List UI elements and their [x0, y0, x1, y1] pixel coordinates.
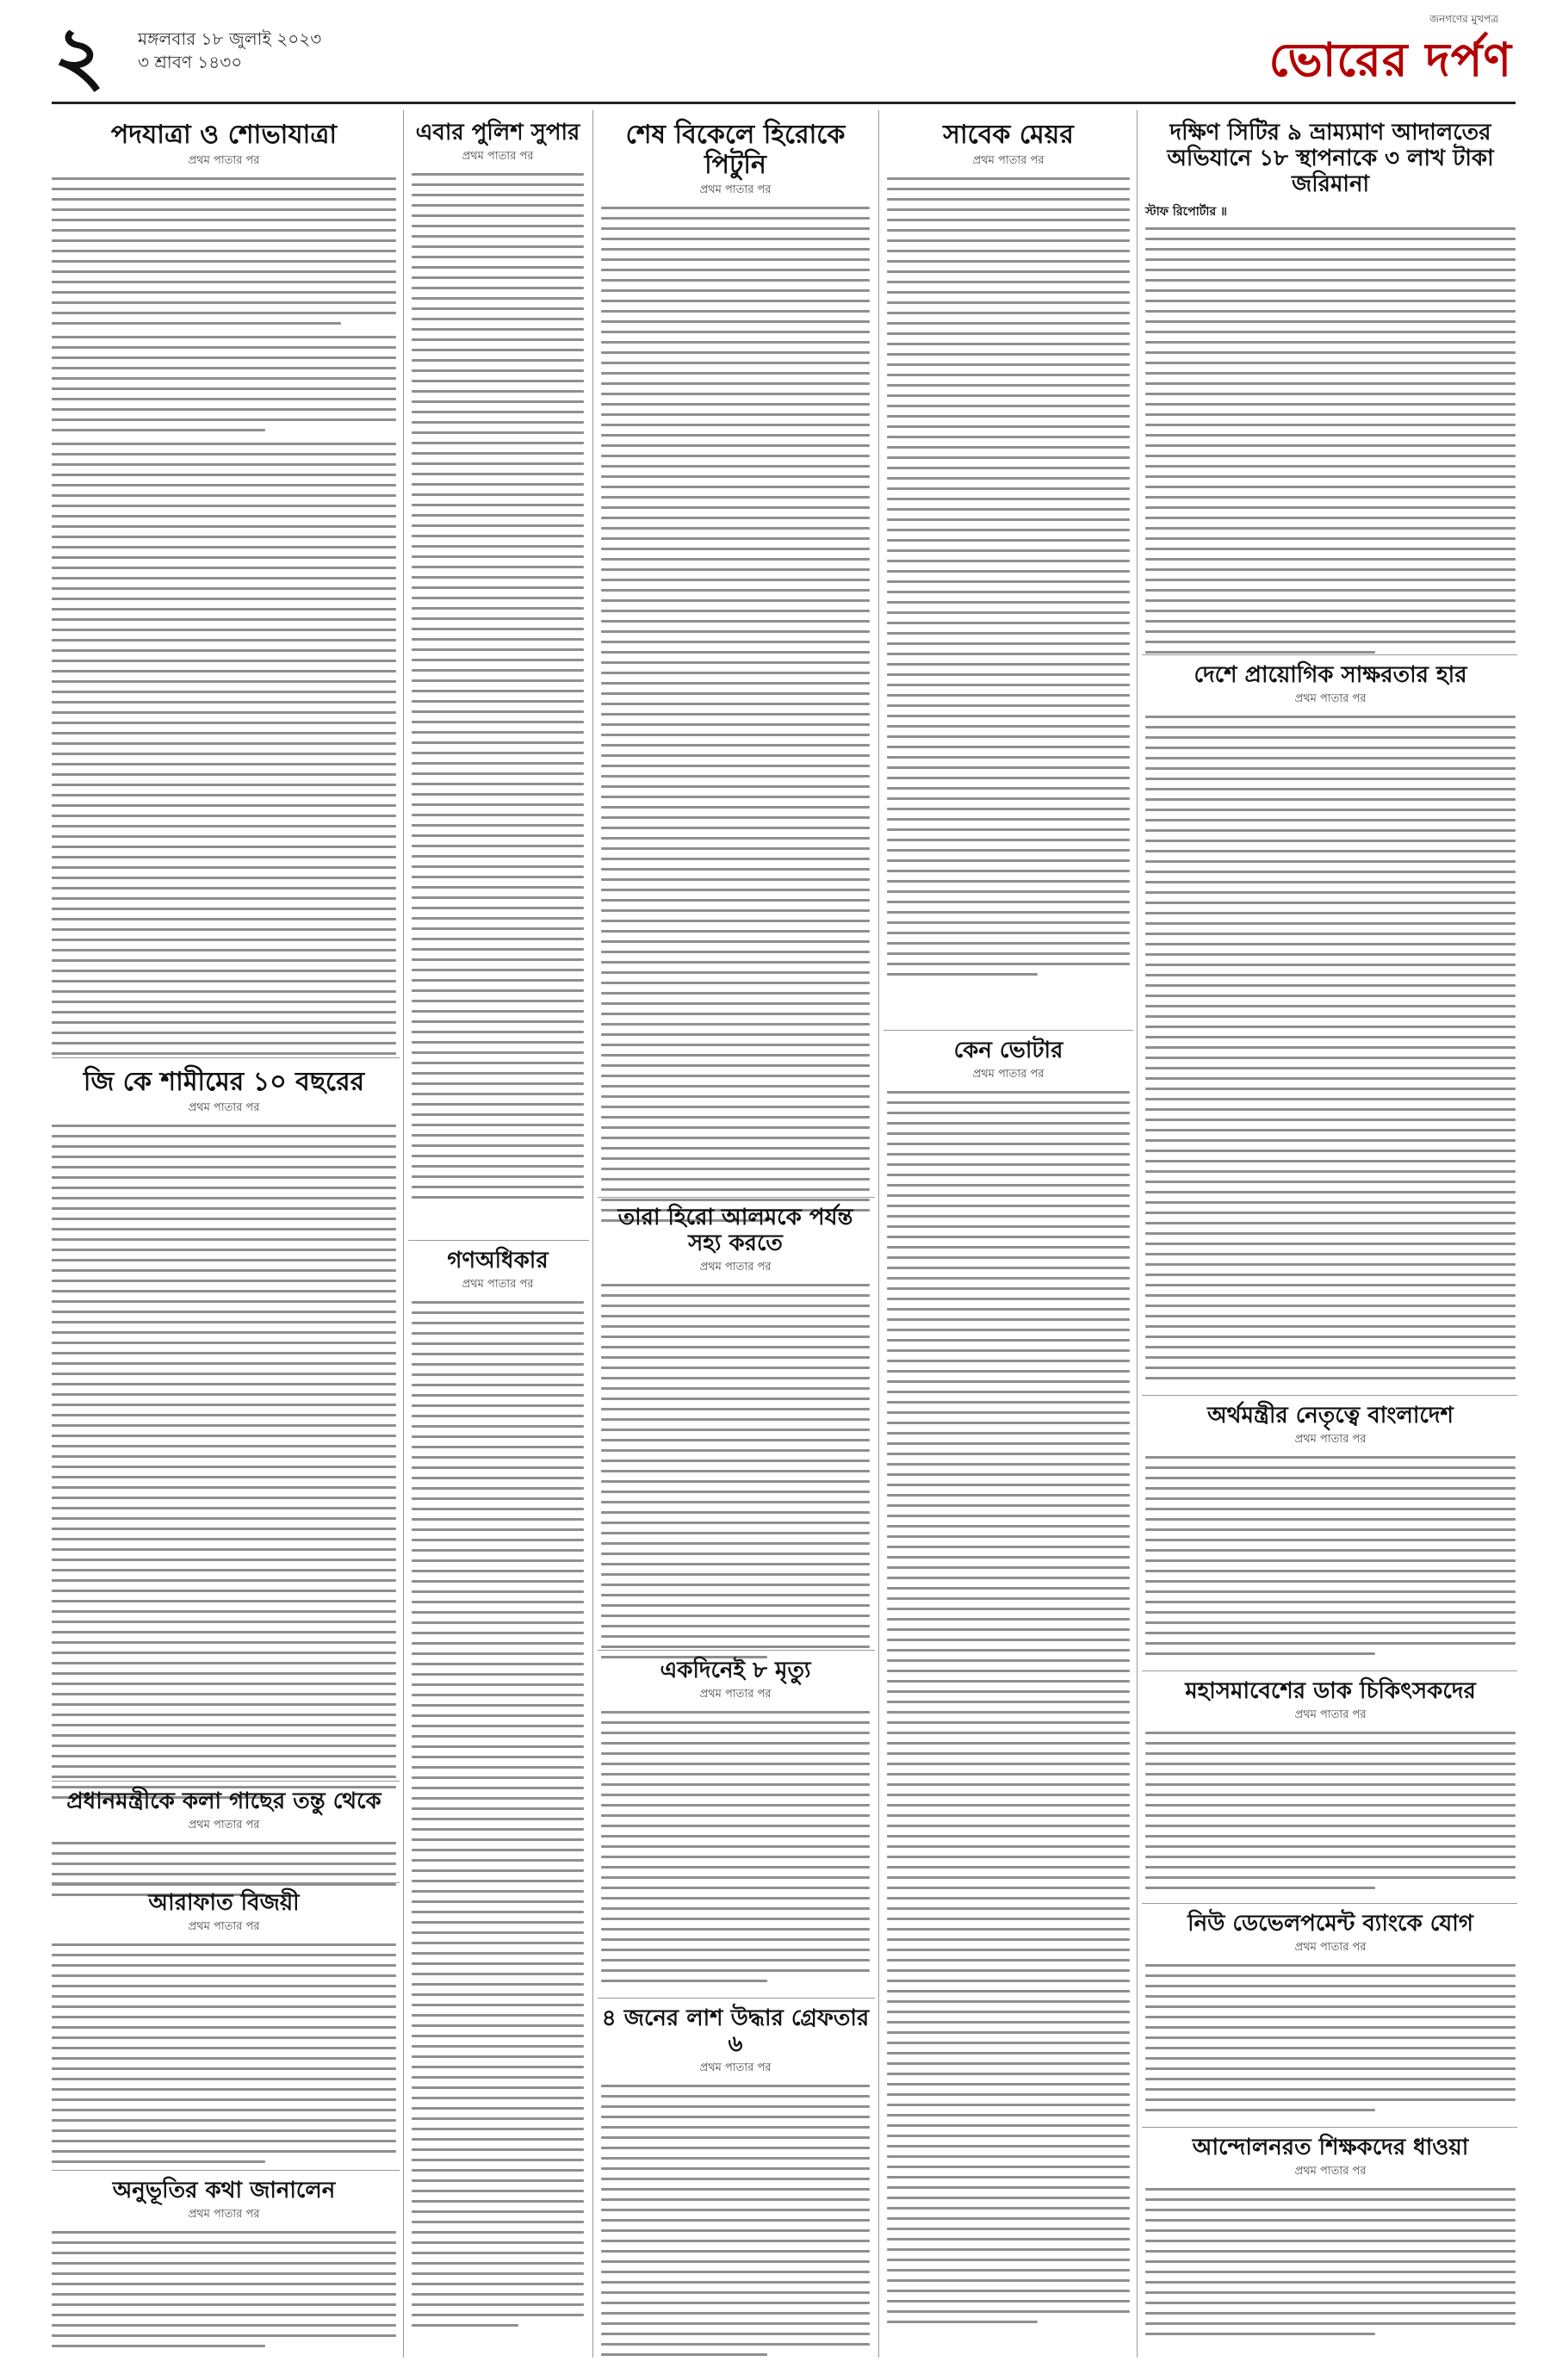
article-body: [1145, 1732, 1516, 1904]
article-hero-alam[interactable]: [601, 121, 870, 1240]
column-divider: [403, 110, 404, 2358]
jump-label: প্রথম পাতার পর: [462, 1277, 534, 1291]
headline[interactable]: মহাসমাবেশের ডাক চিকিৎসকদের: [1185, 1678, 1476, 1704]
section-rule: [1142, 2127, 1517, 2128]
section-rule: [1142, 654, 1517, 655]
masthead-rule: [52, 102, 1516, 104]
jump-label: প্রথম পাতার পর: [1294, 1708, 1367, 1721]
article-body: [52, 177, 396, 1099]
headline[interactable]: জি কে শামীমের ১০ বছরের: [83, 1067, 365, 1097]
jump-label: প্রথম পাতার পর: [1294, 691, 1367, 705]
jump-label: প্রথম পাতার পর: [1294, 1432, 1367, 1446]
article-body: [887, 1091, 1130, 2348]
section-rule: [884, 1030, 1133, 1031]
column-divider: [878, 110, 879, 2358]
article-gk-shamim[interactable]: [52, 1068, 396, 1805]
headline[interactable]: অনুভূতির কথা জানালেন: [112, 2178, 336, 2203]
byline: স্টাফ রিপোর্টার ॥: [1145, 204, 1227, 219]
article-teachers[interactable]: [1145, 2135, 1516, 2352]
article-padayatra[interactable]: [52, 121, 396, 1099]
section-rule: [598, 1998, 875, 1999]
section-rule: [408, 1240, 589, 1241]
article-finance-minister[interactable]: [1145, 1404, 1516, 1671]
jump-label: প্রথম পাতার পর: [1294, 1940, 1367, 1954]
headline[interactable]: আরাফাত বিজয়ী: [148, 1890, 300, 1916]
section-rule: [1142, 1903, 1517, 1904]
section-rule: [52, 1781, 400, 1782]
article-mobile-court[interactable]: [1145, 121, 1516, 675]
article-body: [601, 2085, 870, 2377]
article-eight-dead[interactable]: [601, 1658, 870, 2004]
headline[interactable]: তারা হিরো আলমকে পর্যন্ত সহ্য করতে: [617, 1205, 853, 1256]
headline[interactable]: আন্দোলনরত শিক্ষকদের ধাওয়া: [1192, 2135, 1469, 2160]
section-rule: [598, 1650, 875, 1651]
headline[interactable]: একদিনেই ৮ মৃত্যু: [660, 1658, 811, 1683]
jump-label: প্রথম পাতার পর: [188, 1818, 260, 1831]
jump-label: প্রথম পাতার পর: [188, 153, 260, 167]
article-feelings[interactable]: [52, 2179, 396, 2360]
headline[interactable]: অর্থমন্ত্রীর নেতৃত্বে বাংলাদেশ: [1207, 1403, 1454, 1429]
jump-label: প্রথম পাতার পর: [462, 149, 534, 163]
section-rule: [1142, 1395, 1517, 1396]
paper-logo: ভোরের দর্পণ: [1268, 33, 1512, 87]
column-divider: [1137, 110, 1138, 2358]
article-body: [1145, 1456, 1516, 1671]
headline[interactable]: পদযাত্রা ও শোভাযাত্রা: [110, 120, 338, 150]
headline[interactable]: গণঅধিকার: [447, 1248, 549, 1274]
headline[interactable]: দক্ষিণ সিটির ৯ ভ্রাম্যমাণ আদালতের অভিযানে ১৮ স্থাপনাকে ৩ লাখ টাকা জরিমানা: [1167, 120, 1494, 197]
headline[interactable]: এবার পুলিশ সুপার: [415, 120, 580, 146]
article-body: [52, 2231, 396, 2360]
headline[interactable]: শেষ বিকেলে হিরোকে পিটুনি: [625, 120, 846, 180]
article-body: [1145, 716, 1516, 1387]
article-body: [601, 1284, 870, 1680]
headline[interactable]: দেশে প্রায়োগিক সাক্ষরতার হার: [1194, 662, 1467, 688]
section-rule: [1142, 1670, 1517, 1671]
section-rule: [52, 2170, 400, 2171]
headline[interactable]: সাবেক মেয়র: [943, 120, 1074, 150]
article-body: [1145, 227, 1516, 675]
article-bodies[interactable]: [601, 2006, 870, 2377]
headline[interactable]: কেন ভোটার: [953, 1038, 1063, 1063]
jump-label: প্রথম পাতার পর: [972, 1067, 1045, 1081]
headline[interactable]: প্রধানমন্ত্রীকে কলা গাছের তন্তু থেকে: [66, 1788, 381, 1814]
article-literacy[interactable]: [1145, 663, 1516, 1387]
jump-label: প্রথম পাতার পর: [188, 1100, 260, 1114]
section-rule: [52, 1882, 400, 1883]
article-arafat[interactable]: [52, 1891, 396, 2176]
issue-date: [138, 28, 321, 74]
article-body: [1145, 2188, 1516, 2352]
jump-label: প্রথম পাতার পর: [699, 2061, 772, 2074]
article-police-super[interactable]: [412, 121, 584, 1267]
weekday-date: মঙ্গলবার ১৮ জুলাই ২০২৩: [138, 28, 322, 49]
article-body: [412, 1301, 584, 2352]
jump-label: প্রথম পাতার পর: [699, 1687, 772, 1701]
bangla-date: ৩ শ্রাবণ ১৪৩০: [138, 52, 243, 72]
jump-label: প্রথম পাতার পর: [188, 2207, 260, 2221]
article-body: [887, 177, 1130, 1038]
article-doctors[interactable]: [1145, 1679, 1516, 1904]
jump-label: প্রথম পাতার পর: [699, 1260, 772, 1274]
article-body: [601, 1711, 870, 2004]
headline[interactable]: ৪ জনের লাশ উদ্ধার গ্রেফতার ৬: [601, 2005, 870, 2057]
headline[interactable]: নিউ ডেভেলপমেন্ট ব্যাংকে যোগ: [1187, 1911, 1473, 1937]
article-why-voter[interactable]: [887, 1038, 1130, 2348]
section-rule: [52, 1057, 400, 1058]
section-rule: [598, 1197, 875, 1198]
jump-label: প্রথম পাতার পর: [188, 1919, 260, 1933]
column-divider: [592, 110, 593, 2358]
article-body: [412, 173, 584, 1267]
article-tara-hiro[interactable]: [601, 1205, 870, 1680]
article-ndb[interactable]: [1145, 1912, 1516, 2128]
jump-label: প্রথম পাতার পর: [1294, 2164, 1367, 2178]
article-pm-banana[interactable]: [52, 1789, 396, 1902]
article-former-mayor[interactable]: [887, 121, 1130, 1038]
article-body: [52, 1943, 396, 2176]
jump-label: প্রথম পাতার পর: [699, 183, 772, 196]
jump-label: প্রথম পাতার পর: [972, 153, 1045, 167]
article-body: [1145, 1964, 1516, 2128]
article-body: [601, 207, 870, 1240]
paper-tagline: জনগণের মুখপত্র: [1429, 13, 1498, 25]
article-body: [52, 1125, 396, 1805]
article-gonoadhikar[interactable]: [412, 1249, 584, 2352]
page-number: ২: [53, 9, 105, 102]
